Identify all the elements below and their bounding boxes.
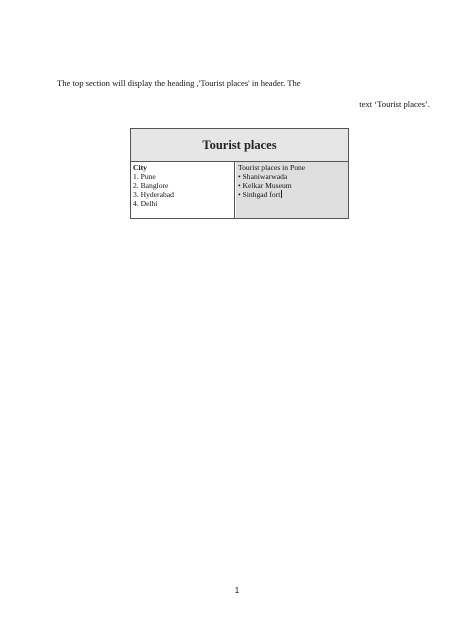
list-item: 4. Delhi [133,199,158,208]
list-item: • Kelkar Museum [238,181,292,190]
list-item: 1. Pune [133,172,156,181]
list-item [238,190,346,199]
table-header-cell [131,129,348,162]
city-list [133,172,232,208]
paragraph-line-2: text ‘Tourist places’. [359,99,430,109]
list-item-text: • Sinhgad fort [238,190,281,199]
tourist-places-table [130,128,349,219]
list-item: 3. Hyderabad [133,190,174,199]
text-cursor [281,190,282,198]
page-number: 1 [234,586,240,595]
list-item: • Shaniwarwada [238,172,288,181]
places-title: Tourist places in Pune [238,163,306,172]
city-cell [131,162,235,218]
places-list [238,172,346,199]
list-item: 2. Banglore [133,181,169,190]
places-cell [236,162,348,218]
city-title: City [133,163,147,172]
table-heading: Tourist places [202,137,277,152]
paragraph-line-1: The top section will display the heading ,'Tourist places' in header. The [57,78,301,88]
